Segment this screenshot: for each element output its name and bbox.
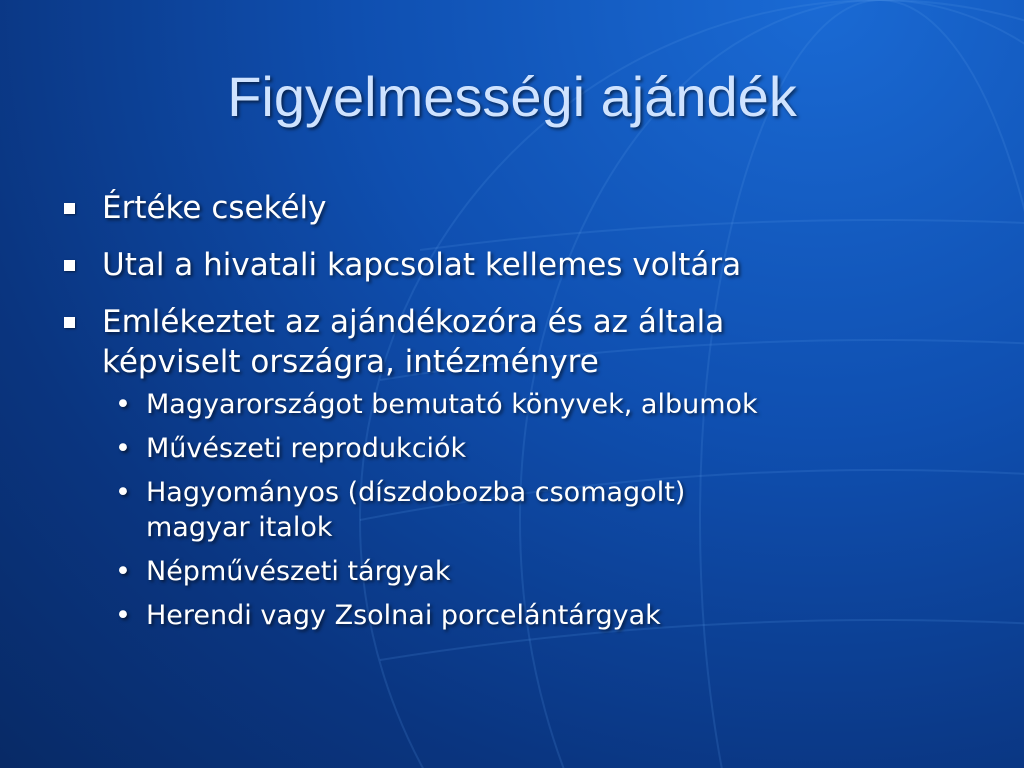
subbullet-text: Népművészeti tárgyak <box>146 556 451 587</box>
bullet-item <box>60 245 960 285</box>
square-bullet-icon <box>64 203 75 214</box>
dot-bullet-icon: • <box>115 477 131 508</box>
subbullet-item <box>60 598 960 633</box>
subbullet-text: Magyarországot bemutató könyvek, albumok <box>146 389 758 420</box>
subbullet-text: Művészeti reprodukciók <box>146 433 467 464</box>
bullet-text-line-1: Emlékeztet az ajándékozóra és az általa <box>102 304 725 340</box>
subbullet-item <box>60 475 960 545</box>
dot-bullet-icon: • <box>115 600 131 631</box>
bullet-text-line-2: képviselt országra, intézményre <box>102 344 599 380</box>
subbullet-list <box>60 387 960 633</box>
dot-bullet-icon: • <box>115 556 131 587</box>
subbullet-text: Herendi vagy Zsolnai porcelántárgyak <box>146 600 661 631</box>
subbullet-item <box>60 387 960 422</box>
bullet-text: Utal a hivatali kapcsolat kellemes voltára <box>102 247 742 283</box>
bullet-item <box>60 302 960 382</box>
square-bullet-icon <box>64 260 75 271</box>
subbullet-item <box>60 554 960 589</box>
subbullet-text-line-1: Hagyományos (díszdobozba csomagolt) <box>146 477 686 508</box>
bullet-text: Értéke csekély <box>102 190 327 226</box>
square-bullet-icon <box>64 317 75 328</box>
slide-content <box>60 188 960 642</box>
dot-bullet-icon: • <box>115 433 131 464</box>
bullet-item <box>60 188 960 228</box>
subbullet-item <box>60 431 960 466</box>
slide-title: Figyelmességi ajándék <box>227 65 797 128</box>
subbullet-text-line-2: magyar italok <box>146 512 333 543</box>
dot-bullet-icon: • <box>115 389 131 420</box>
